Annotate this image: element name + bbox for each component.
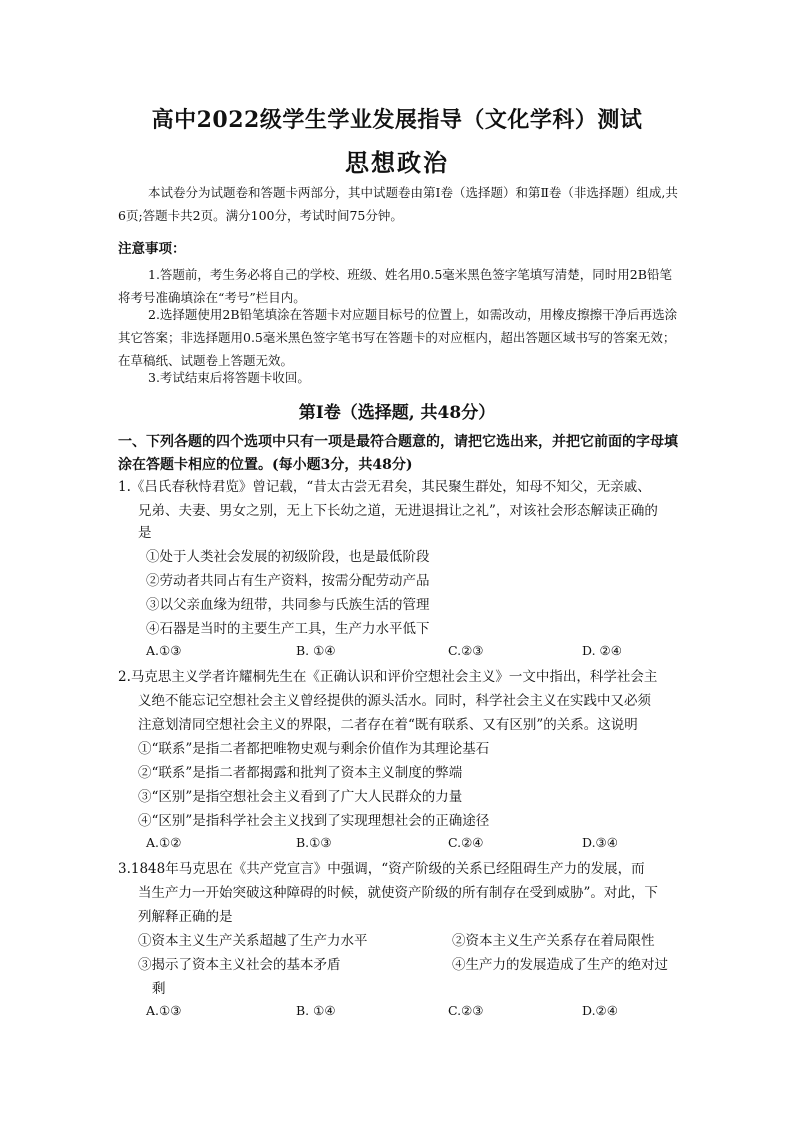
answer-option-c: C.②③ bbox=[448, 643, 484, 658]
subject-title: 思想政治 bbox=[345, 148, 449, 177]
answer-option-d: D.③④ bbox=[582, 835, 618, 850]
statement-item: ②资本主义生产关系存在着局限性 bbox=[452, 933, 655, 949]
answer-option-d: D. ②④ bbox=[582, 643, 622, 658]
question-stem: 当生产力一开始突破这种障碍的时候，就使资产阶级的所有制存在受到威胁”。对此，下 bbox=[138, 885, 658, 901]
answer-option-c: C.②④ bbox=[448, 835, 484, 850]
note-item: 2.选择题使用2B铅笔填涂在答题卡对应题目标号的位置上，如需改动，用橡皮擦擦干净后再选涂其它答案；非选择题用0.5毫米黑色签字笔书写在答题卡的对应框内，超出答题区域书写的答案无效；在草稿纸、试题卷上答题无效。 bbox=[118, 307, 678, 368]
question-stem: 是 bbox=[138, 525, 152, 541]
answer-option-b: B. ①④ bbox=[296, 1003, 336, 1018]
question-stem: 义绝不能忘记空想社会主义曾经提供的源头活水。同时，科学社会主义在实践中又必须 bbox=[138, 693, 651, 709]
question-stem: 兄弟、夫妻、男女之别，无上下长幼之道，无进退揖让之礼”，对该社会形态解读正确的 bbox=[138, 503, 658, 519]
answer-option-b: B.①③ bbox=[296, 835, 332, 850]
statement-item: ①“联系”是指二者都把唯物史观与剩余价值作为其理论基石 bbox=[138, 741, 490, 757]
statement-item: ①资本主义生产关系超越了生产力水平 bbox=[138, 933, 368, 949]
exam-title: 高中2022级学生学业发展指导（文化学科）测试 bbox=[151, 107, 643, 133]
note-item: 1.答题前，考生务必将自己的学校、班级、姓名用0.5毫米黑色签字笔填写清楚，同时用2B铅笔将考号准确填涂在“考号”栏目内。 bbox=[118, 267, 672, 305]
answer-option-a: A.①③ bbox=[146, 643, 182, 658]
intro-paragraph: 本试卷分为试题卷和答题卡两部分，其中试题卷由第Ⅰ卷（选择题）和第Ⅱ卷（非选择题）组成,共6页;答题卡共2页。满分100分，考试时间75分钟。 bbox=[118, 185, 678, 223]
answer-option-c: C.②③ bbox=[448, 1003, 484, 1018]
statement-item: ④生产力的发展造成了生产的绝对过 bbox=[452, 957, 668, 973]
question-stem: 列解释正确的是 bbox=[138, 909, 233, 925]
answer-option-d: D.②④ bbox=[582, 1003, 618, 1018]
question-stem: 2.马克思主义学者许耀桐先生在《正确认识和评价空想社会主义》一文中指出，科学社会主 bbox=[118, 669, 658, 685]
notes-heading: 注意事项： bbox=[118, 241, 186, 257]
section-title: 第Ⅰ卷（选择题, 共48分） bbox=[298, 403, 496, 423]
statement-item: ④“区别”是指科学社会主义找到了实现理想社会的正确途径 bbox=[138, 813, 490, 829]
question-stem: 3.1848年马克思在《共产党宣言》中强调，“资产阶级的关系已经阻碍生产力的发展，而 bbox=[118, 861, 645, 877]
question-stem: 1.《吕氏春秋恃君览》曾记载，“昔太古尝无君矣，其民聚生群处，知母不知父，无亲戚、 bbox=[118, 479, 651, 495]
statement-item: 剩 bbox=[152, 981, 166, 997]
statement-item: ④石器是当时的主要生产工具，生产力水平低下 bbox=[146, 621, 430, 637]
statement-item: ③以父亲血缘为纽带，共同参与氏族生活的管理 bbox=[146, 597, 430, 613]
statement-item: ③“区别”是指空想社会主义看到了广大人民群众的力量 bbox=[138, 789, 463, 805]
statement-item: ②劳动者共同占有生产资料，按需分配劳动产品 bbox=[146, 573, 430, 589]
answer-option-a: A.①③ bbox=[146, 1003, 182, 1018]
note-item: 3.考试结束后将答题卡收回。 bbox=[148, 370, 310, 385]
question-stem: 注意划清同空想社会主义的界限，二者存在着“既有联系、又有区别”的关系。这说明 bbox=[138, 717, 638, 733]
statement-item: ③揭示了资本主义社会的基本矛盾 bbox=[138, 957, 341, 973]
answer-option-a: A.①② bbox=[146, 835, 182, 850]
section-instruction: 一、下列各题的四个选项中只有一项是最符合题意的，请把它选出来，并把它前面的字母填涂在答题卡相应的位置。(每小题3分，共48分) bbox=[118, 434, 678, 473]
answer-option-b: B. ①④ bbox=[296, 643, 336, 658]
statement-item: ①处于人类社会发展的初级阶段，也是最低阶段 bbox=[146, 549, 430, 565]
statement-item: ②“联系”是指二者都揭露和批判了资本主义制度的弊端 bbox=[138, 765, 463, 781]
